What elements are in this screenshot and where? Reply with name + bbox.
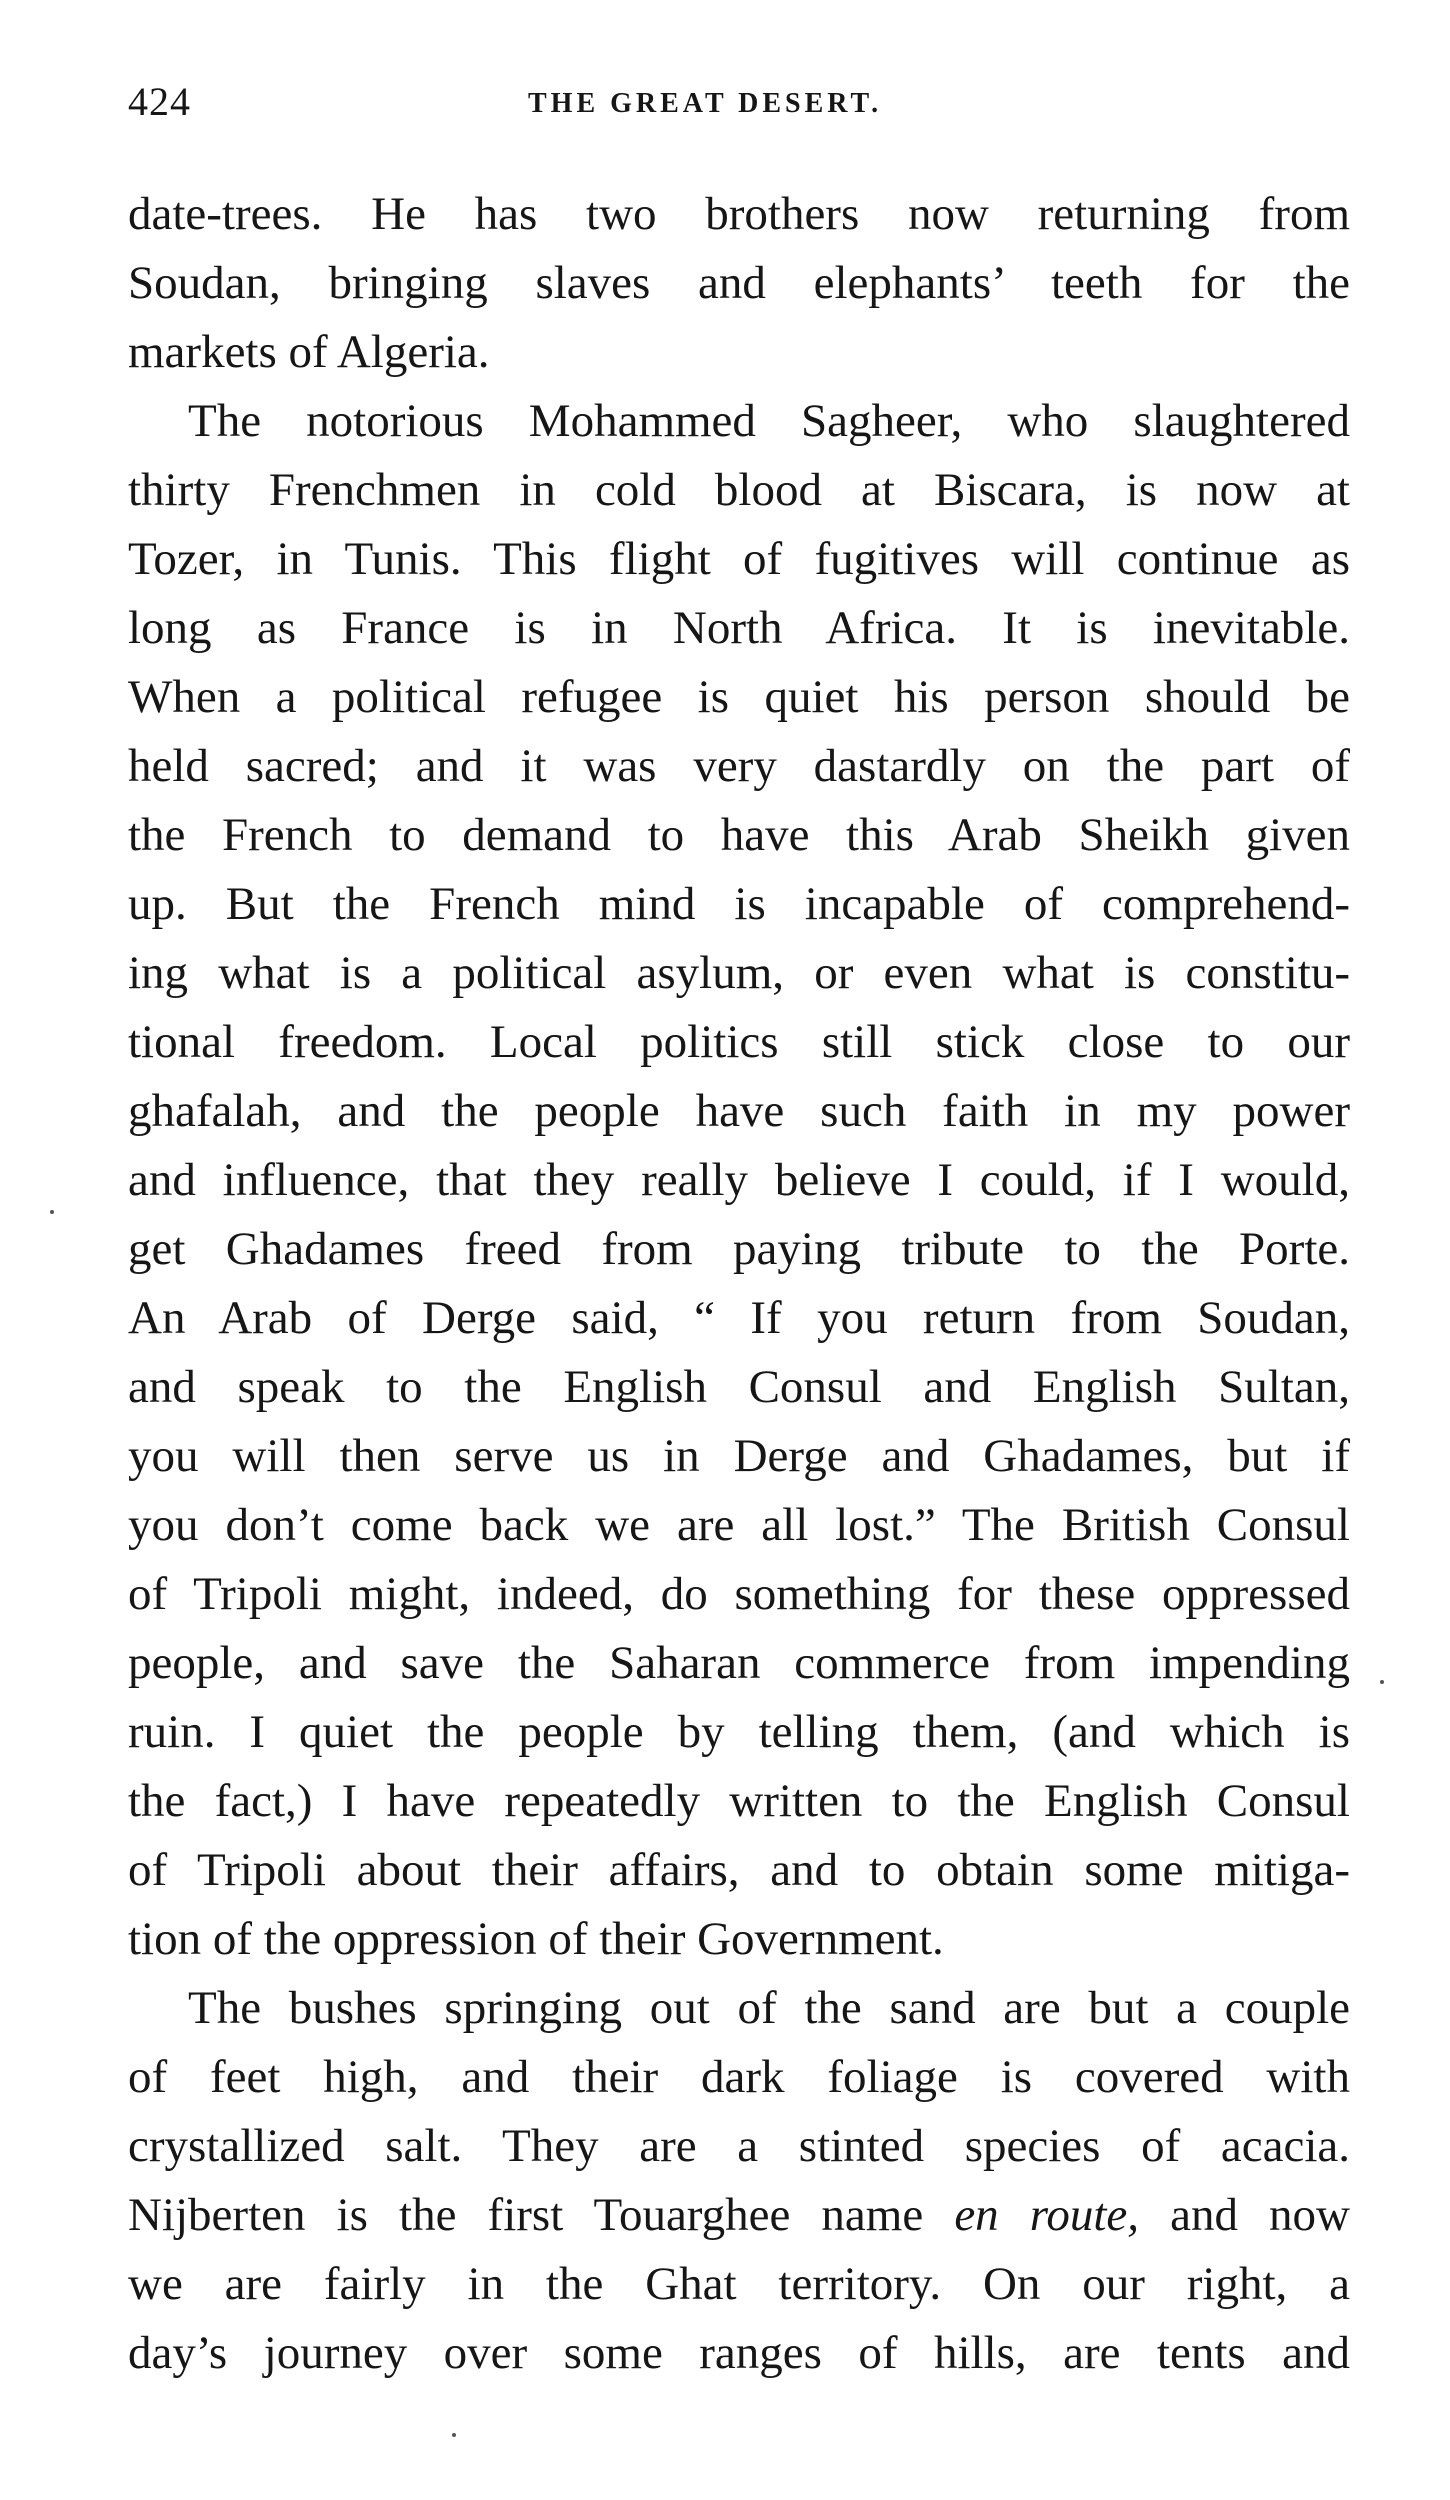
text-run: and now [1139, 2189, 1351, 2241]
text-line: date-trees. He has two brothers now returning from [128, 188, 1350, 240]
text-line: you don’t come back we are all lost.” The British Consul [128, 1499, 1350, 1551]
text-line: get Ghadames freed from paying tribute to the Porte. [128, 1223, 1350, 1275]
text-line: of Tripoli about their affairs, and to obtain some mitiga- [128, 1844, 1350, 1896]
text-line: the French to demand to have this Arab Sheikh given [128, 809, 1350, 861]
text-line: of feet high, and their dark foliage is covered with [128, 2051, 1350, 2103]
paragraph-2 [128, 387, 1350, 1974]
text-line-with-italic [128, 2181, 1350, 2250]
text-line: ghafalah, and the people have such faith in my power [128, 1085, 1350, 1137]
page-number: 424 [128, 79, 191, 124]
text-line: tional freedom. Local politics still stick close to our [128, 1016, 1350, 1068]
paragraph-1 [128, 180, 1350, 387]
paragraph-3 [128, 1974, 1350, 2388]
text-line: ing what is a political asylum, or even what is constitu- [128, 947, 1350, 999]
text-line: you will then serve us in Derge and Ghadames, but if [128, 1430, 1350, 1482]
print-speck [452, 2433, 456, 2437]
text-line: The bushes springing out of the sand are but a couple [188, 1982, 1350, 2034]
running-title: THE GREAT DESERT. [528, 88, 883, 119]
text-line: and influence, that they really believe I could, if I would, [128, 1154, 1350, 1206]
text-line: day’s journey over some ranges of hills, are tents and [128, 2327, 1350, 2379]
text-line: and speak to the English Consul and English Sultan, [128, 1361, 1350, 1413]
text-line: The notorious Mohammed Sagheer, who slaughtered [188, 395, 1350, 447]
print-speck [50, 1210, 54, 1214]
text-line: crystallized salt. They are a stinted species of acacia. [128, 2120, 1350, 2172]
text-line: When a political refugee is quiet his person should be [128, 671, 1350, 723]
text-line: we are fairly in the Ghat territory. On our right, a [128, 2258, 1350, 2310]
text-line: people, and save the Saharan commerce from impending [128, 1637, 1350, 1689]
text-line: Tozer, in Tunis. This flight of fugitives will continue as [128, 533, 1350, 585]
text-run: Nijberten is the first Touarghee name [128, 2189, 955, 2241]
text-line: An Arab of Derge said, “ If you return from Soudan, [128, 1292, 1350, 1344]
text-line: ruin. I quiet the people by telling them, (and which is [128, 1706, 1350, 1758]
text-line: thirty Frenchmen in cold blood at Biscara, is now at [128, 464, 1350, 516]
text-line: held sacred; and it was very dastardly on the part of [128, 740, 1350, 792]
text-line: Soudan, bringing slaves and elephants’ teeth for the [128, 257, 1350, 309]
italic-phrase: en route, [954, 2189, 1139, 2241]
text-line: up. But the French mind is incapable of comprehend- [128, 878, 1350, 930]
print-speck [1380, 1680, 1384, 1684]
text-line: markets of Algeria. [128, 326, 490, 378]
text-line: of Tripoli might, indeed, do something for these oppressed [128, 1568, 1350, 1620]
page-header [128, 78, 1358, 138]
text-line: long as France is in North Africa. It is inevitable. [128, 602, 1350, 654]
text-line: tion of the oppression of their Government. [128, 1913, 944, 1965]
text-line: the fact,) I have repeatedly written to the English Consul [128, 1775, 1350, 1827]
body-text [128, 180, 1350, 2388]
